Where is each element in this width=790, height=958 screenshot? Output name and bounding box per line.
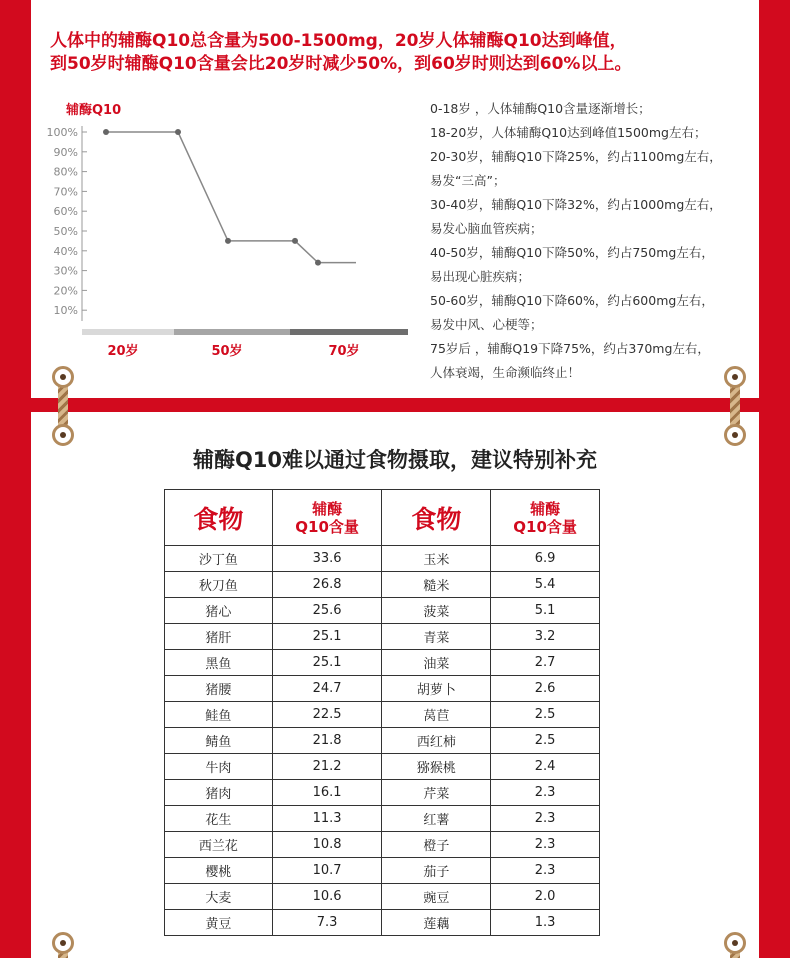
description-line: 0-18岁 ，人体辅酶Q10含量逐渐增长；: [430, 101, 651, 116]
food-name-cell: 猪肝: [165, 624, 273, 650]
food-name-cell: 牛肉: [165, 754, 273, 780]
coq10-value-cell: 25.1: [272, 650, 382, 676]
coq10-value-cell: 2.4: [491, 754, 600, 780]
coq10-value-cell: 33.6: [272, 546, 382, 572]
description-line: 18-20岁，人体辅酶Q10达到峰值1500mg左右；: [430, 125, 707, 140]
header-food: 食物: [165, 490, 273, 546]
food-name-cell: 胡萝卜: [382, 676, 491, 702]
table-row: [165, 728, 600, 754]
food-name-cell: 西红柿: [382, 728, 491, 754]
food-name-cell: 猪腰: [165, 676, 273, 702]
food-name-cell: 秋刀鱼: [165, 572, 273, 598]
food-name-cell: 油菜: [382, 650, 491, 676]
table-header-row: [165, 490, 600, 546]
food-name-cell: 猪肉: [165, 780, 273, 806]
table-row: [165, 624, 600, 650]
coq10-value-cell: 16.1: [272, 780, 382, 806]
coq10-value-cell: 2.3: [491, 780, 600, 806]
coq10-value-cell: 2.6: [491, 676, 600, 702]
rope-icon: [52, 366, 74, 446]
food-name-cell: 玉米: [382, 546, 491, 572]
food-name-cell: 黄豆: [165, 910, 273, 936]
y-tick-label: 40%: [53, 244, 78, 258]
y-tick-label: 50%: [53, 225, 78, 238]
data-point: [175, 129, 181, 135]
x-label: 50岁: [211, 344, 243, 359]
series-line: [103, 129, 356, 266]
coq10-value-cell: 7.3: [272, 910, 382, 936]
food-name-cell: 橙子: [382, 832, 491, 858]
food-name-cell: 西兰花: [165, 832, 273, 858]
y-tick-label: 60%: [53, 205, 78, 219]
table-row: [165, 858, 600, 884]
x-band-segment: [290, 329, 408, 335]
description-line: 75岁后 ，辅酶Q19下降75%，约占370mg左右，: [430, 341, 710, 356]
description-line: 20-30岁，辅酶Q10下降25%，约占1100mg左右，: [430, 149, 722, 164]
table-row: [165, 884, 600, 910]
table-row: [165, 832, 600, 858]
coq10-value-cell: 3.2: [491, 624, 600, 650]
table-row: [165, 598, 600, 624]
food-name-cell: 鲭鱼: [165, 728, 273, 754]
x-band-segment: [82, 329, 174, 335]
food-name-cell: 沙丁鱼: [165, 546, 273, 572]
coq10-value-cell: 2.5: [491, 728, 600, 754]
food-name-cell: 芹菜: [382, 780, 491, 806]
description-line: 易发“三高”；: [430, 173, 506, 188]
table-row: [165, 650, 600, 676]
x-label: 20岁: [107, 344, 139, 359]
description-line: 易出现心脏疾病；: [430, 269, 531, 284]
y-tick-label: 10%: [53, 304, 78, 318]
food-name-cell: 豌豆: [382, 884, 491, 910]
food-name-cell: 樱桃: [165, 858, 273, 884]
description-line: 40-50岁，辅酶Q10下降50%，约占750mg左右，: [430, 245, 714, 260]
data-point: [292, 238, 298, 244]
description-line: 50-60岁，辅酶Q10下降60%，约占600mg左右，: [430, 293, 714, 308]
coq10-value-cell: 21.2: [272, 754, 382, 780]
coq10-value-cell: 2.0: [491, 884, 600, 910]
table-row: [165, 676, 600, 702]
coq10-value-cell: 2.3: [491, 858, 600, 884]
food-name-cell: 鲑鱼: [165, 702, 273, 728]
data-point: [225, 238, 231, 244]
coq10-value-cell: 5.4: [491, 572, 600, 598]
food-name-cell: 菠菜: [382, 598, 491, 624]
coq10-value-cell: 2.3: [491, 806, 600, 832]
table-title: 辅酶Q10难以通过食物摄取，建议特别补充: [192, 448, 598, 472]
food-coq10-table: [164, 489, 600, 936]
y-tick-label: 90%: [53, 145, 78, 159]
header-content-line2: Q10含量: [295, 517, 359, 536]
coq10-value-cell: 2.3: [491, 832, 600, 858]
coq10-value-cell: 24.7: [272, 676, 382, 702]
description-line: 30-40岁，辅酶Q10下降32%，约占1000mg左右，: [430, 197, 722, 212]
x-label: 70岁: [328, 344, 360, 359]
y-tick-label: 30%: [53, 264, 78, 278]
rope-icon: [724, 932, 746, 958]
food-name-cell: 红薯: [382, 806, 491, 832]
headline-line-1: 人体中的辅酶Q10总含量为500-1500mg，20岁人体辅酶Q10达到峰值，: [50, 31, 627, 51]
rope-icon: [52, 932, 74, 958]
y-tick-label: 70%: [53, 185, 78, 199]
table-row: [165, 546, 600, 572]
coq10-value-cell: 1.3: [491, 910, 600, 936]
table-row: [165, 780, 600, 806]
coq10-value-cell: 26.8: [272, 572, 382, 598]
coq10-value-cell: 10.6: [272, 884, 382, 910]
x-axis-band: [82, 329, 408, 359]
food-name-cell: 糙米: [382, 572, 491, 598]
data-point: [103, 129, 109, 135]
table-row: [165, 572, 600, 598]
coq10-value-cell: 22.5: [272, 702, 382, 728]
y-tick-label: 20%: [53, 284, 78, 298]
table-row: [165, 702, 600, 728]
coq10-value-cell: 25.1: [272, 624, 382, 650]
food-name-cell: 黑鱼: [165, 650, 273, 676]
headline: [50, 30, 740, 76]
description-line: 人体衰竭，生命濒临终止！: [430, 365, 581, 380]
description-line: 易发心脑血管疾病；: [430, 221, 543, 236]
age-description-list: [430, 97, 760, 385]
header-content-line2: Q10含量: [513, 517, 577, 536]
coq10-value-cell: 5.1: [491, 598, 600, 624]
data-point: [315, 260, 321, 266]
coq10-value-cell: 2.7: [491, 650, 600, 676]
food-name-cell: 茄子: [382, 858, 491, 884]
table-row: [165, 910, 600, 936]
chart-title: 辅酶Q10: [66, 103, 122, 118]
coq10-value-cell: 10.8: [272, 832, 382, 858]
series-polyline: [106, 132, 356, 263]
y-axis: [47, 126, 87, 321]
header-coq10-content: [272, 490, 382, 546]
food-name-cell: 莲藕: [382, 910, 491, 936]
coq10-value-cell: 10.7: [272, 858, 382, 884]
food-name-cell: 大麦: [165, 884, 273, 910]
x-band-segment: [174, 329, 290, 335]
table-row: [165, 754, 600, 780]
coq10-value-cell: 25.6: [272, 598, 382, 624]
food-name-cell: 青菜: [382, 624, 491, 650]
header-food: 食物: [382, 490, 491, 546]
coq10-value-cell: 21.8: [272, 728, 382, 754]
coq10-value-cell: 6.9: [491, 546, 600, 572]
table-body: [165, 546, 600, 936]
chart-svg: [40, 96, 420, 366]
food-name-cell: 猕猴桃: [382, 754, 491, 780]
header-coq10-content: [491, 490, 600, 546]
headline-line-2: 到50岁时辅酶Q10含量会比20岁时减少50%，到60岁时则达到60%以上。: [50, 54, 632, 74]
coq10-value-cell: 11.3: [272, 806, 382, 832]
description-line: 易发中风、心梗等；: [430, 317, 543, 332]
y-tick-label: 80%: [53, 165, 78, 179]
food-name-cell: 花生: [165, 806, 273, 832]
header-content-line1: 辅酶: [312, 499, 343, 518]
food-name-cell: 猪心: [165, 598, 273, 624]
y-tick-label: 100%: [46, 126, 78, 139]
coq10-value-cell: 2.5: [491, 702, 600, 728]
coq10-age-chart: [40, 96, 420, 370]
table-row: [165, 806, 600, 832]
header-content-line1: 辅酶: [530, 499, 561, 518]
food-name-cell: 莴苣: [382, 702, 491, 728]
